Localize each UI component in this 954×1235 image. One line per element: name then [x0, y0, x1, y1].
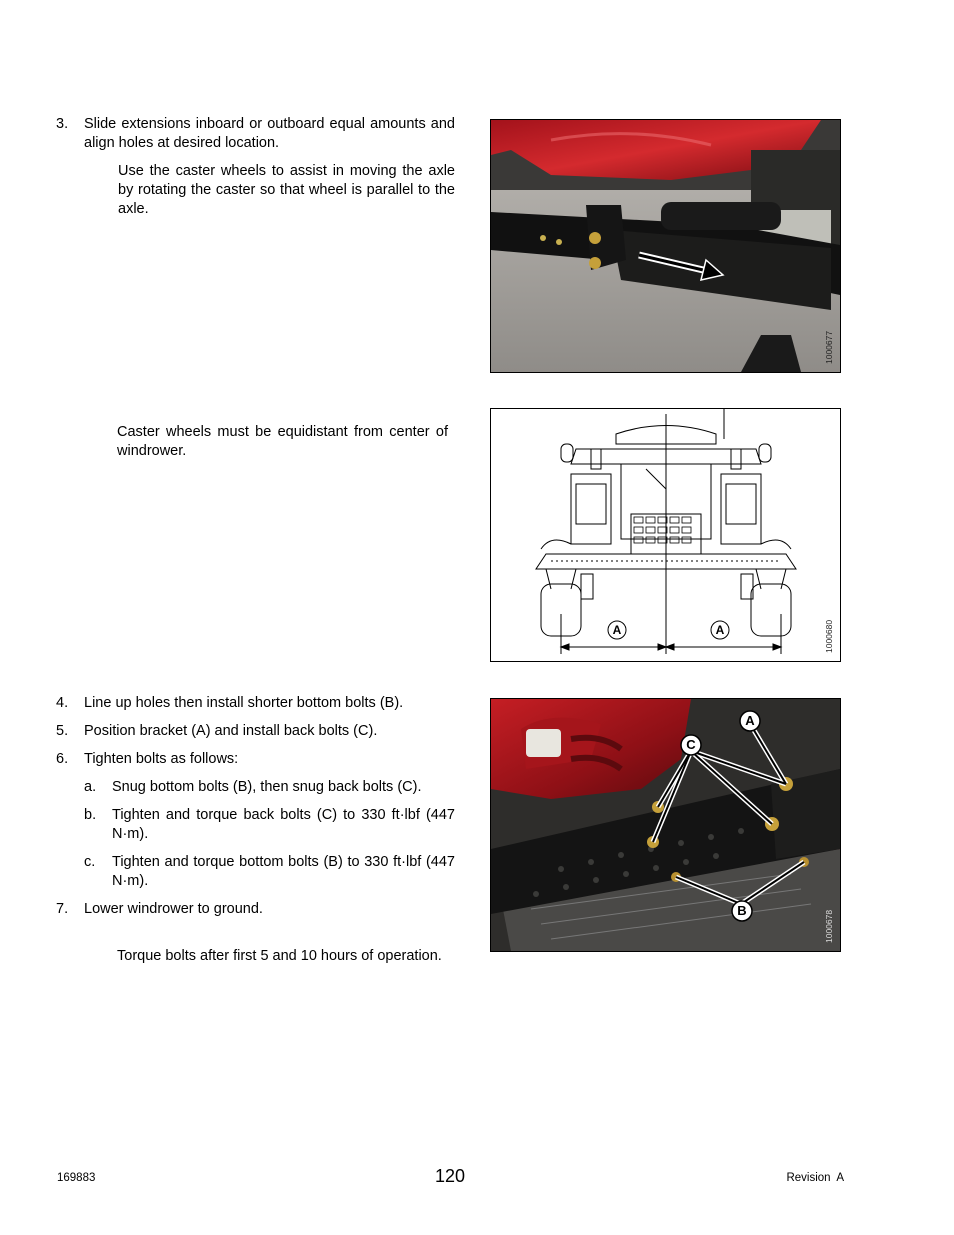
note-caster-equidistant: Caster wheels must be equidistant from center of windrower. — [117, 424, 448, 459]
step-5-text: Position bracket (A) and install back bolts (C). — [84, 723, 378, 739]
step-3-note: Use the caster wheels to assist in moving the axle by rotating the caster so that wheel is parallel to the axle. — [118, 163, 455, 217]
substep-a-letter: a. — [84, 779, 97, 795]
note-torque-bolts: Torque bolts after first 5 and 10 hours of operation. — [117, 948, 442, 964]
fig2-id: 1000680 — [824, 619, 834, 653]
substep-c-text: Tighten and torque bottom bolts (B) to 330 ft·lbf (447 N·m). — [112, 854, 455, 889]
fig1-id: 1000677 — [824, 330, 834, 364]
step-4-number: 4. — [56, 695, 69, 711]
figure-bolts-photo — [490, 698, 841, 952]
windrower-front-diagram — [491, 409, 840, 661]
callout-c: C — [686, 737, 696, 752]
fig3-id: 1000678 — [824, 909, 834, 943]
substep-c-letter: c. — [84, 854, 96, 870]
step-3-number: 3. — [56, 116, 69, 132]
step-4-text: Line up holes then install shorter bottom bolts (B). — [84, 695, 404, 711]
figure-front-view-diagram — [490, 408, 841, 662]
step-3-text: Slide extensions inboard or outboard equal amounts and align holes at desired location. — [84, 116, 455, 151]
callout-a-right: A — [715, 623, 725, 637]
step-5-number: 5. — [56, 723, 69, 739]
footer-page-number: 120 — [434, 1166, 466, 1186]
substep-b-text: Tighten and torque back bolts (C) to 330 ft·lbf (447 N·m). — [112, 807, 455, 842]
footer-revision: Revision A — [786, 1172, 844, 1184]
figure-axle-photo — [490, 119, 841, 373]
footer-doc-number: 169883 — [57, 1172, 96, 1184]
callout-a-left: A — [612, 623, 622, 637]
callout-a: A — [745, 713, 755, 728]
substep-b-letter: b. — [84, 807, 97, 823]
substep-a-text: Snug bottom bolts (B), then snug back bolts (C). — [112, 779, 422, 795]
axle-photo-illustration — [491, 120, 840, 372]
callout-b: B — [737, 903, 747, 918]
step-7-number: 7. — [56, 901, 69, 917]
bolts-photo-illustration — [491, 699, 840, 951]
step-6-number: 6. — [56, 751, 69, 767]
step-7-text: Lower windrower to ground. — [84, 901, 263, 917]
step-6-text: Tighten bolts as follows: — [84, 751, 239, 767]
